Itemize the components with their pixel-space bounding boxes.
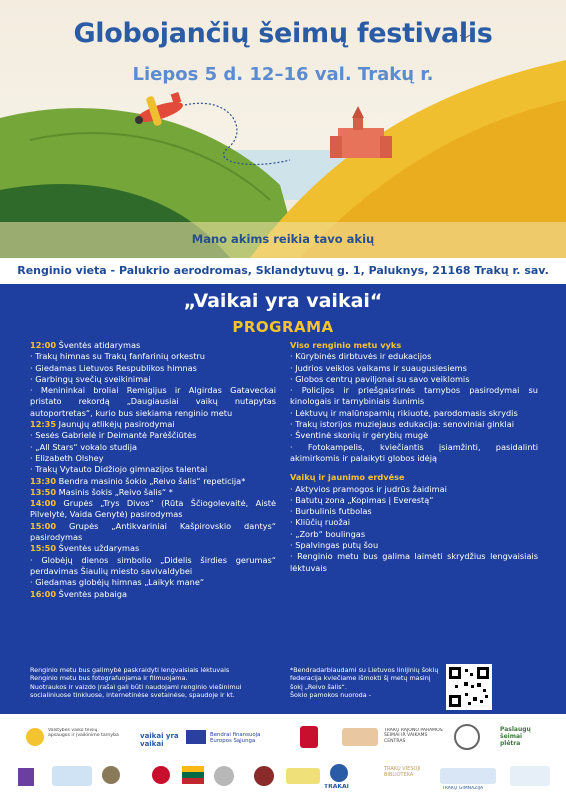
family-center-text: TRAKŲ RAJONO PARAMOS ŠEIMAI IR VAIKAMS CENTRAS [384,728,443,744]
notes-left: Renginio metu bus galimybė paskraidyti lengvaisiais lėktuvais Renginio metu bus fotografuojama ir filmuojama. Nuotraukos ir vaizdo įrašai gali būti naudojami renginio viešinimui socialiniuose tinkluose, internetinėse svetainėse, spaudoje ir kt. [30,666,242,700]
schedule-text: · Trakų Vytauto Didžiojo gimnazijos talentai [30,464,208,475]
qr-code[interactable] [446,664,492,710]
activity-item: · Batutų zona „Kopimas į Everestą“ [290,494,434,505]
schedule-subitem [30,374,276,385]
airplane-icon [135,92,185,126]
activity-item: · „Zorb“ boulingas [290,528,366,539]
program-title: PROGRAMA [232,318,334,336]
schedule-subitem [30,464,276,475]
kids-list [290,484,538,574]
activity-item: · Trakų istorijos muziejaus edukacija: senoviniai ginklai [290,419,515,430]
emblem-gray-icon [214,766,234,786]
trakai-sign-icon [330,764,348,782]
section-title-kids: Vaikų ir jaunimo erdvėse [290,472,405,483]
castle-icon [330,106,392,158]
schedule-entry [30,498,276,521]
vvtait-logo-text: Valstybės vaiko teisių apsaugos ir įvaikinimo tarnyba [48,728,119,739]
trakai-logo-text: TRAKAI [324,784,349,790]
venue-line: Renginio vieta - Palukrio aerodromas, Sklandytuvų g. 1, Paluknys, 21168 Trakų r. sav. [0,258,566,284]
schedule-text: · Elizabeth Olshey [30,452,104,463]
emblem-red-icon [254,766,274,786]
schedule-entry [30,340,276,351]
program-schedule [30,340,276,600]
activity-item: · Policijos ir priešgaisrinės tarnybos pasirodymai su kinologais ir tarnybiniais šunimis [290,385,538,407]
schedule-time: 13:30 [30,475,57,486]
schedule-subitem [30,430,276,441]
family-services-logo: Paslaugų šeimai plėtra [500,726,531,747]
schedule-text: · Garbingų svečių sveikinimai [30,373,151,384]
activity-item: · Kliūčių ruožai [290,517,351,528]
schedule-subitem [30,385,276,419]
schedule-time: 15:50 [30,543,57,554]
schedule-text: · Trakų himnas su Trakų fanfarinių orkestru [30,351,205,362]
schedule-subitem [30,363,276,374]
activity-item: · Spalvingas putų šou [290,540,379,551]
schedule-subitem [30,351,276,362]
activity-item: · Renginio metu bus galima laimėti skrydžius lengvaisiais lėktuvais [290,551,538,573]
schedule-text: Masinis šokis „Reivo šalis“ * [58,486,173,497]
partner-logos [0,714,566,800]
schedule-entry [30,589,276,600]
schedule-subitem [30,453,276,464]
logo-blue-icon [52,766,92,786]
schedule-text: Grupės „Trys Divos“ (Rūta Ščiogolevaitė, Aistė Pilvelytė, Vaida Genytė) pasirodymas [30,498,276,520]
schedule-text: · „All Stars“ vokalo studija [30,441,138,452]
schedule-time: 13:50 [30,486,57,497]
schedule-text: · Globėjų dienos simbolio „Didelis širdies gerumas“ perdavimas Šiaulių miesto savivaldybei [30,554,276,576]
eu-funding-text: Bendrai finansuoja Europos Sąjunga [210,732,261,745]
activities-column [290,340,538,574]
police-badge-icon [102,766,120,784]
schedule-time: 16:00 [30,588,57,599]
trakai-coat-of-arms-icon [300,726,318,748]
schedule-subitem [30,555,276,578]
schedule-text: Šventės uždarymas [58,543,140,554]
schedule-text: Grupės „Antikvariniai Kašpirovskio dantys“ pasirodymas [30,520,276,543]
schedule-time: 12:00 [30,340,57,350]
gymnasium-logo-text: TRAKŲ GIMNAZIJA [442,786,484,791]
schedule-text: Bendra masinio šokio „Reivo šalis“ repeticija* [58,475,246,486]
hero-banner [0,0,566,258]
library-logo: TRAKŲ VIEŠOJI BIBLIOTEKA [384,766,421,778]
section-title-all-day: Viso renginio metu vyks [290,340,402,350]
activity-item: · Burbulinis futbolas [290,506,372,517]
logo-last-icon [510,766,550,786]
festival-title: Globojančių šeimų festivalis [73,18,493,49]
schedule-text: · Menininkai broliai Remigijus ir Algirdas Gataveckai pristato rekordą „Daugiausiai vaikų nutapytas autoportretas“, kurio bus siekiama renginio metu [30,385,276,418]
schedule-text: · Giedamas Lietuvos Respublikos himnas [30,362,197,373]
schedule-time: 12:35 [30,419,57,430]
festival-date: Liepos 5 d. 12–16 val. Trakų r. [132,64,434,85]
schedule-entry [30,487,276,498]
seal-logo-icon [454,724,480,750]
notes-right: *Bendradarbiaudami su Lietuvos linijinių šokių federacija kviečiame išmokti šį metų masinį šokį „Reivo šalis“. Šokio pamokos nuoroda - [290,666,439,700]
schedule-text: Jaunųjų atlikėjų pasirodymai [58,419,175,430]
qr-code-icon [449,667,489,707]
activity-item: · Fotokampelis, kviečiantis įsiamžinti, pasidalinti akimirkomis ir palaikyti globos idėją [290,441,538,463]
activity-item: · Lėktuvų ir malūnsparnių rikiuotė, parodomasis skrydis [290,407,518,418]
activity-item: · Aktyvios pramogos ir judrūs žaidimai [290,483,447,494]
logo-yellow-icon [286,768,320,784]
schedule-time: 15:00 [30,520,57,531]
schedule-entry [30,521,276,544]
all-day-list [290,351,538,464]
lithuanian-flag-icon [182,766,204,784]
schedule-entry [30,419,276,430]
schedule-text: · Giedamas globėjų himnas „Laikyk mane“ [30,577,205,588]
activity-item: · Šventinė skonių ir gėrybių mugė [290,430,429,441]
schedule-text: Šventės atidarymas [58,340,141,350]
schedule-text: Šventės pabaiga [58,588,127,599]
activity-item: · Judrios veiklos vaikams ir suaugusiesiems [290,362,467,373]
schedule-time: 14:00 [30,498,57,509]
gymnasium-logo-icon [440,768,496,784]
vvtait-logo-icon [26,728,44,746]
logo-purple-icon [18,768,34,786]
schedule-subitem [30,442,276,453]
schedule-entry [30,543,276,554]
activity-item: · Globos centrų paviljonai su savo veiklomis [290,373,470,384]
schedule-subitem [30,577,276,588]
tagline: Mano akims reikia tavo akių [191,232,375,246]
activity-item: · Kūrybinės dirbtuvės ir edukacijos [290,351,432,362]
slogan: „Vaikai yra vaikai“ [183,290,383,312]
family-center-logo-icon [342,728,378,746]
eu-flag-icon [186,730,206,744]
vaikai-yra-vaikai-logo: vaikai yra vaikai [140,732,179,748]
schedule-text: · Sesės Gabrielė ir Deimantė Parėščiūtės [30,430,197,441]
schedule-entry [30,476,276,487]
fire-service-icon [152,766,170,784]
